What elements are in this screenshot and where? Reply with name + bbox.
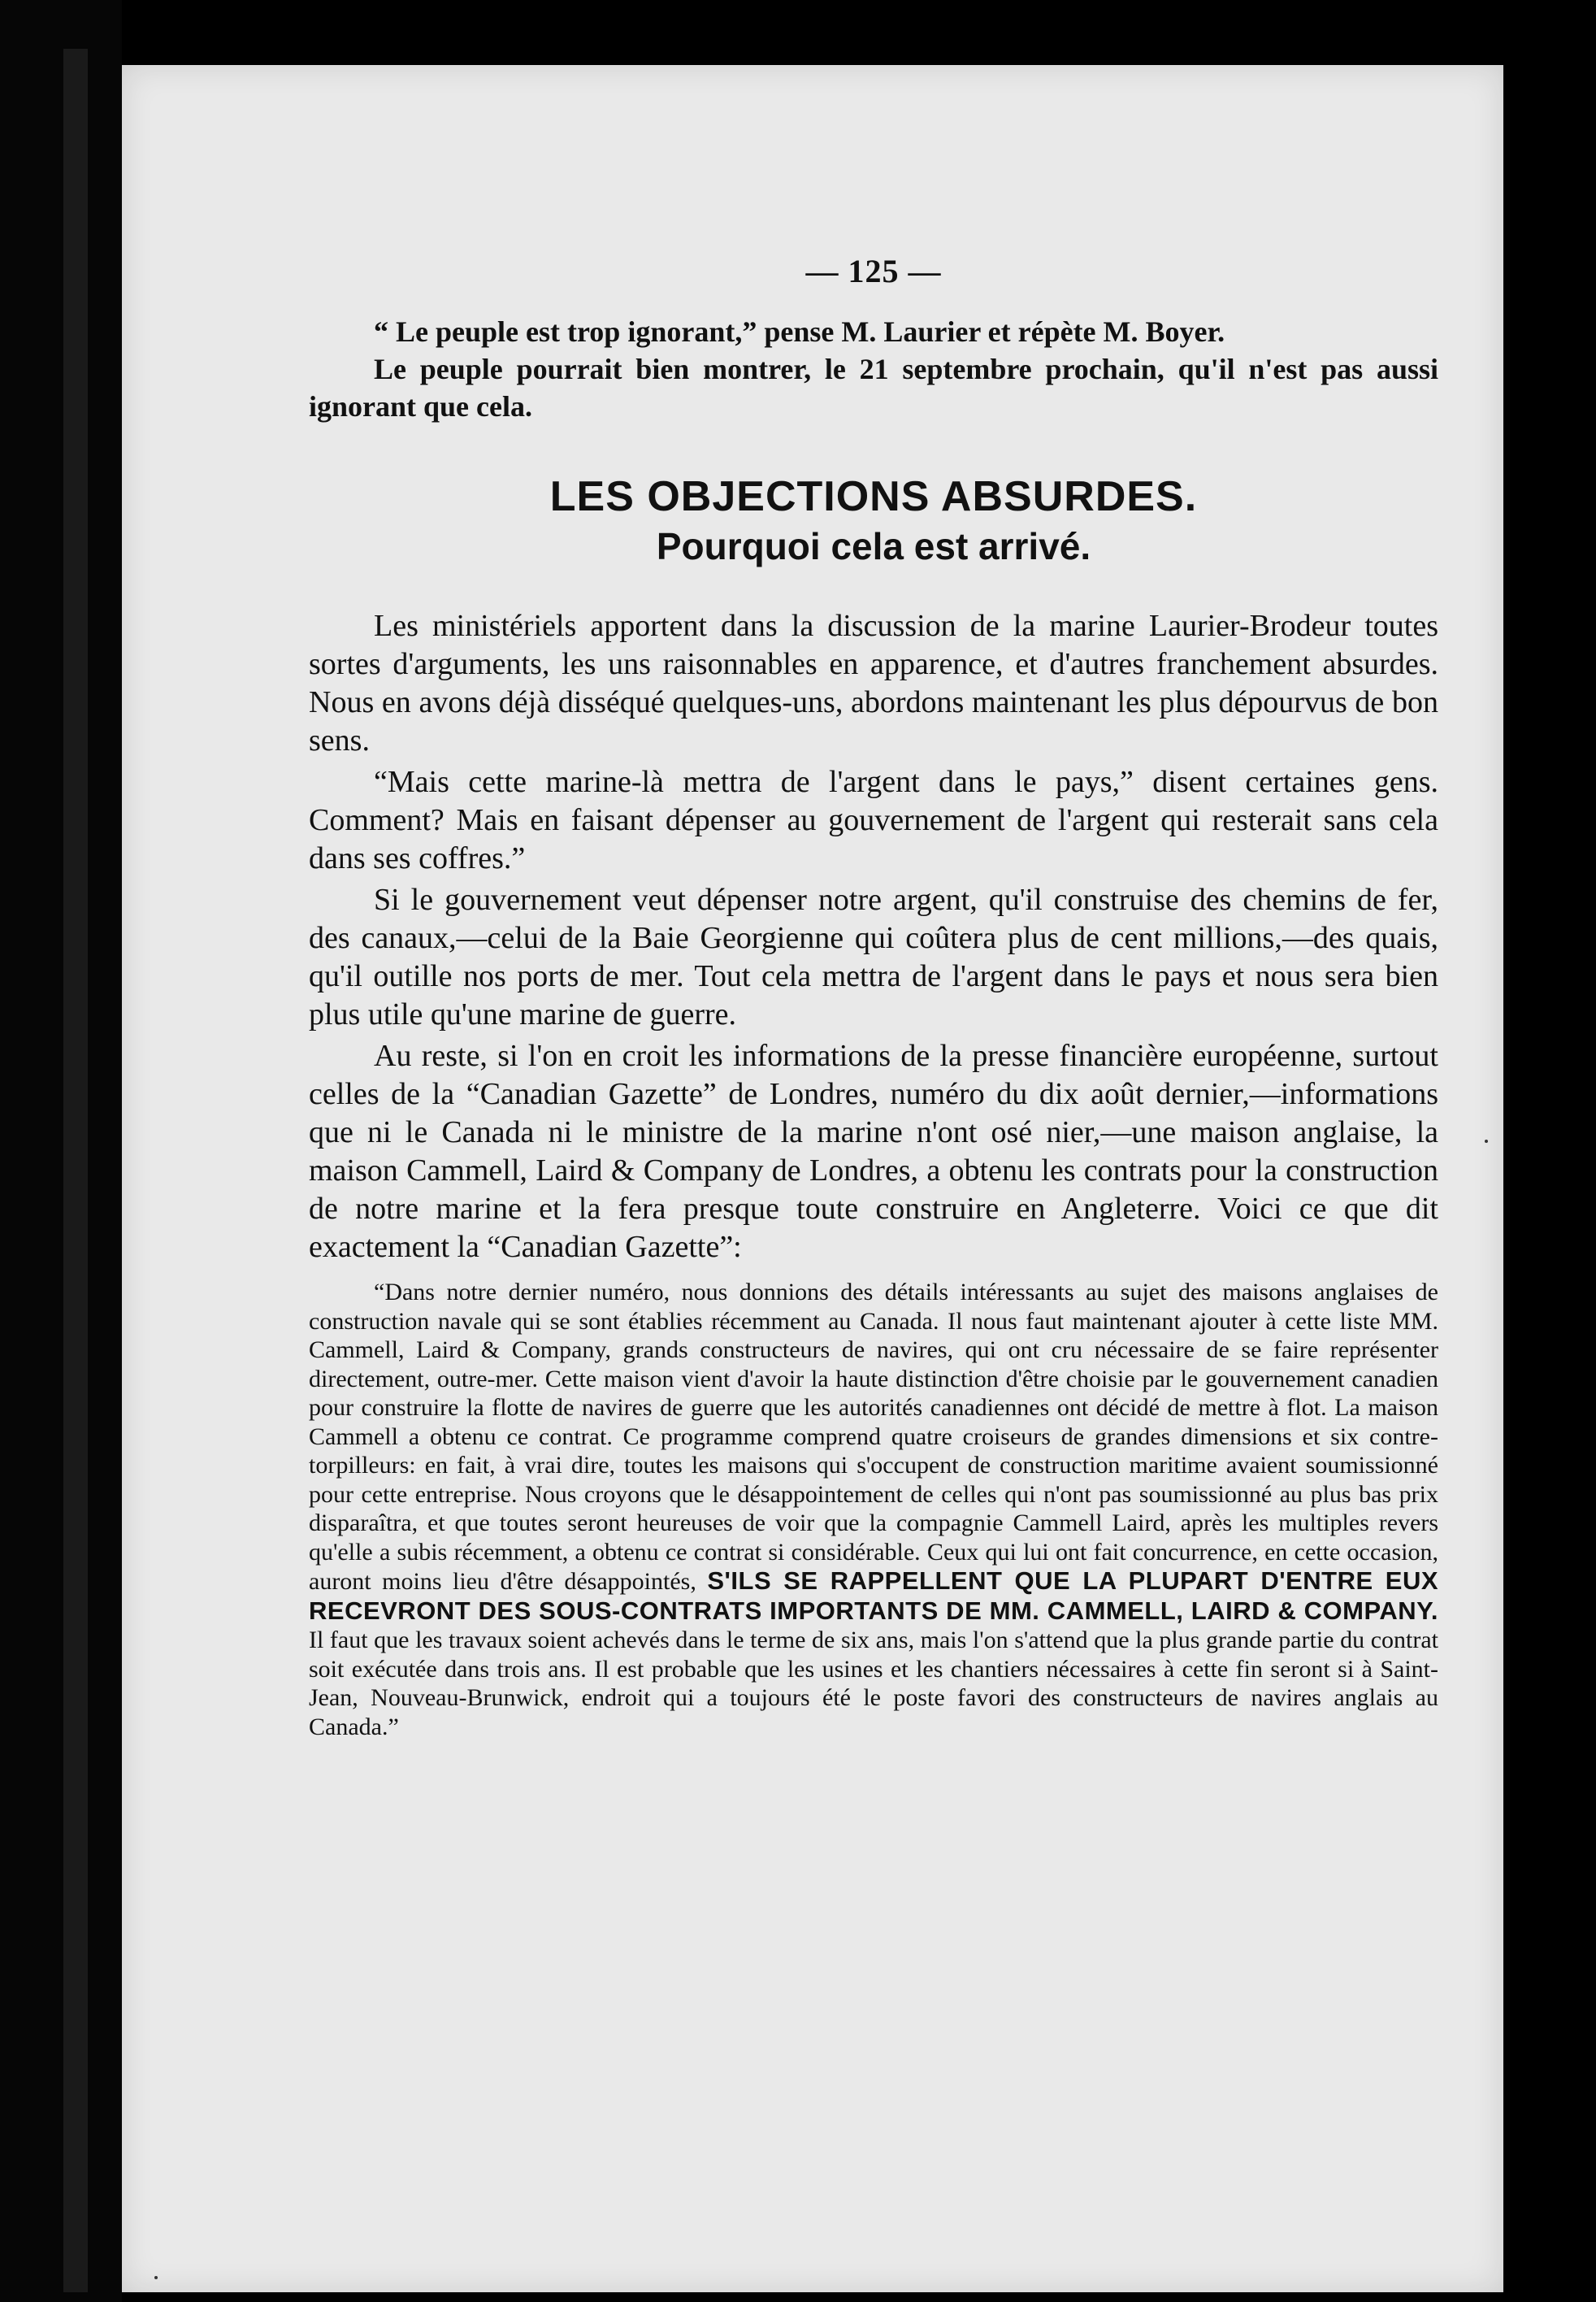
section-title: LES OBJECTIONS ABSURDES.	[549, 473, 1198, 520]
intro-paragraph: Le peuple pourrait bien montrer, le 21 septembre prochain, qu'il n'est pas aussi ignorant que cela.	[309, 353, 1438, 423]
quote-emphasis: S'ILS SE RAPPELLENT QUE LA PLUPART D'ENTRE EUX RECEVRONT DES SOUS-CONTRATS IMPORTANTS DE MM. CAMMELL, LAIRD & COMPANY.	[309, 1566, 1439, 1625]
body-paragraph: “Mais cette marine-là mettra de l'argent dans le pays,” disent certaines gens. Comment? Mais en faisant dépenser au gouvernement de l'argent qui resterait sans cela dans ses coffres.”	[309, 765, 1438, 875]
body-paragraph: Les ministériels apportent dans la discussion de la marine Laurier-Brodeur toutes sortes d'arguments, les uns raisonnables en apparence, et d'autres franchement absurdes. Nous en avons déjà disséqué quelques-uns, abordons maintenant les plus dépourvus de bon sens.	[309, 609, 1438, 758]
gazette-quotation	[309, 1278, 1438, 1741]
book-page	[122, 65, 1503, 2292]
quote-paragraph	[309, 1278, 1438, 1741]
scan-speck	[1485, 1140, 1488, 1143]
intro-paragraph: “ Le peuple est trop ignorant,” pense M. Laurier et répète M. Boyer.	[374, 315, 1225, 348]
body-paragraph: Au reste, si l'on en croit les informations de la presse financière européenne, surtout celles de la “Canadian Gazette” de Londres, numéro du dix août dernier,—informations que ni le Canada ni le ministre de la marine n'ont osé nier,—une maison anglaise, la maison Cammell, Laird & Company de Londres, a obtenu les contrats pour la construction de notre marine et la fera presque toute construire en Angleterre. Voici ce que dit exactement la “Canadian Gazette”:	[309, 1039, 1438, 1264]
page-content	[309, 252, 1438, 1741]
page-number: — 125 —	[805, 253, 942, 289]
scan-speck	[154, 2276, 158, 2279]
scan-left-margin	[0, 0, 122, 2302]
body-paragraph: Si le gouvernement veut dépenser notre argent, qu'il construise des chemins de fer, des canaux,—celui de la Baie Georgienne qui coûtera plus de cent millions,—des quais, qu'il outille nos ports de mer. Tout cela mettra de l'argent dans le pays et nous sera bien plus utile qu'une marine de guerre.	[309, 883, 1438, 1032]
article-body	[309, 607, 1438, 1266]
quote-text: “Dans notre dernier numéro, nous donnions des détails intéressants au sujet des maisons anglaises de construction navale qui se sont établies récemment au Canada. Il nous faut maintenant ajouter à cette liste MM. Cammell, Laird & Company, grands constructeurs de navires, qui ont cru nécessaire de se faire représenter directement, outre-mer. Cette maison vient d'avoir la haute distinction d'être choisie par le gouvernement canadien pour construire la flotte de navires de guerre que les autorités canadiennes ont décidé de mettre à flot. La maison Cammell a obtenu ce contrat. Ce programme comprend quatre croiseurs de grandes dimensions et six contre-torpilleurs: en fait, à vrai dire, toutes les maisons qui s'occupent de construction maritime avaient soumissionné pour cette entreprise. Nous croyons que le désappointement de celles qui n'ont pas soumissionné au plus bas prix disparaîtra, et que toutes seront heureuses de voir que la compagnie Cammell Laird, après les multiples revers qu'elle a subis récemment, a obtenu ce contrat si considérable. Ceux qui lui ont fait concurrence, en cette occasion, auront moins lieu d'être désappointés,	[309, 1279, 1438, 1595]
quote-text-end: Il faut que les travaux soient achevés dans le terme de six ans, mais l'on s'attend que la plus grande partie du contrat soit exécutée dans trois ans. Il est probable que les usines et les chantiers nécessaires à cette fin seront si à Saint-Jean, Nouveau-Brunwick, endroit qui a toujours été le poste favori des constructeurs de navires anglais au Canada.”	[309, 1627, 1438, 1740]
scan-binding-edge	[63, 49, 88, 2292]
section-subtitle: Pourquoi cela est arrivé.	[656, 525, 1091, 567]
